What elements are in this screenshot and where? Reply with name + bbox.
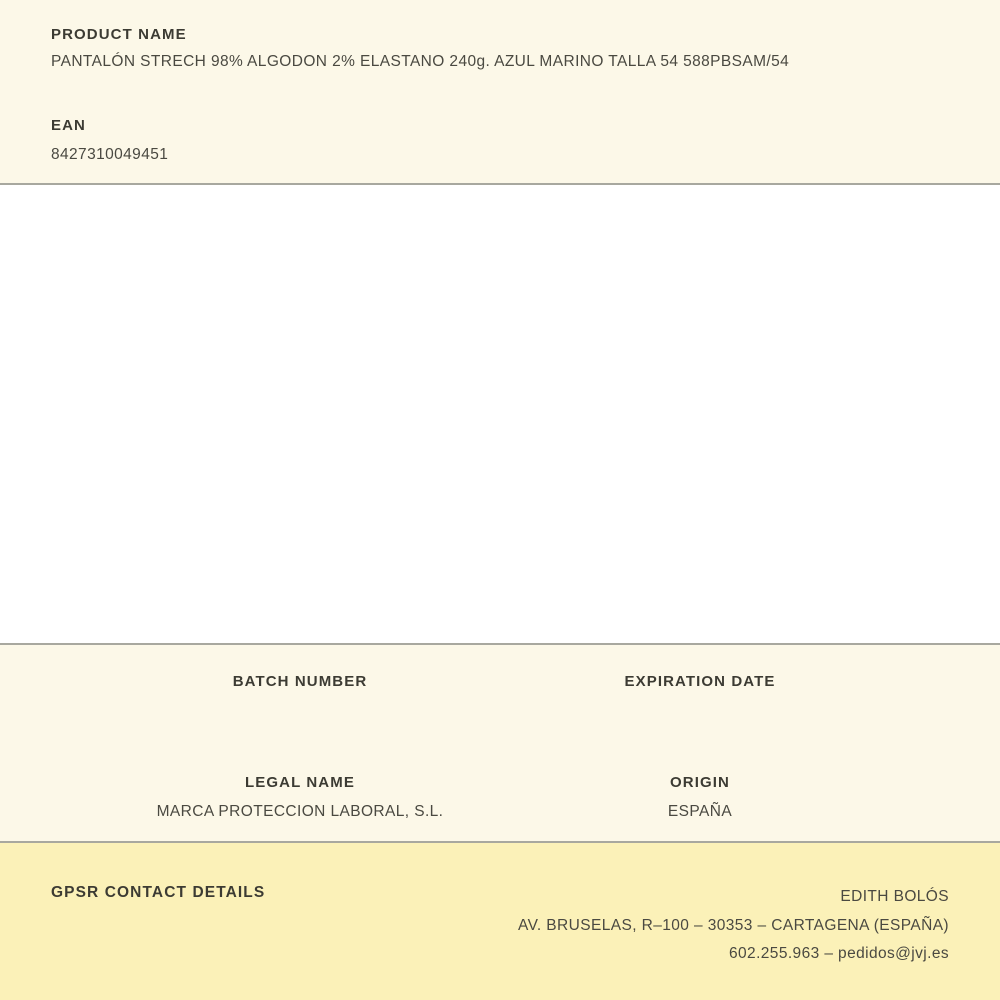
product-name-label: PRODUCT NAME (51, 26, 187, 43)
expiration-date-cell (500, 673, 900, 701)
batch-number-cell (100, 673, 500, 701)
info-section (0, 643, 1000, 843)
product-header-section (0, 0, 1000, 185)
legal-origin-row (100, 774, 900, 821)
origin-label: ORIGIN (670, 774, 730, 791)
ean-label: EAN (51, 117, 86, 134)
gpsr-contact-label: GPSR CONTACT DETAILS (51, 884, 266, 901)
product-name-value: PANTALÓN STRECH 98% ALGODON 2% ELASTANO 240g. AZUL MARINO TALLA 54 588PBSAM/54 (51, 53, 790, 70)
ean-value: 8427310049451 (51, 146, 169, 163)
contact-address: AV. BRUSELAS, R–100 – 30353 – CARTAGENA (ESPAÑA) (517, 916, 949, 934)
origin-cell (500, 774, 900, 821)
gpsr-contact-section (0, 843, 1000, 1000)
batch-expiration-row (100, 673, 900, 701)
legal-name-value: MARCA PROTECCION LABORAL, S.L. (156, 803, 444, 820)
contact-person-name: EDITH BOLÓS (840, 888, 949, 905)
contact-phone-email: 602.255.963 – pedidos@jvj.es (729, 945, 949, 962)
expiration-date-label: EXPIRATION DATE (624, 673, 776, 690)
gpsr-contact-info (518, 883, 949, 969)
legal-name-cell (100, 774, 500, 821)
empty-white-area (0, 185, 1000, 643)
legal-name-label: LEGAL NAME (245, 774, 355, 791)
batch-number-label: BATCH NUMBER (232, 673, 368, 690)
origin-value: ESPAÑA (667, 803, 733, 820)
